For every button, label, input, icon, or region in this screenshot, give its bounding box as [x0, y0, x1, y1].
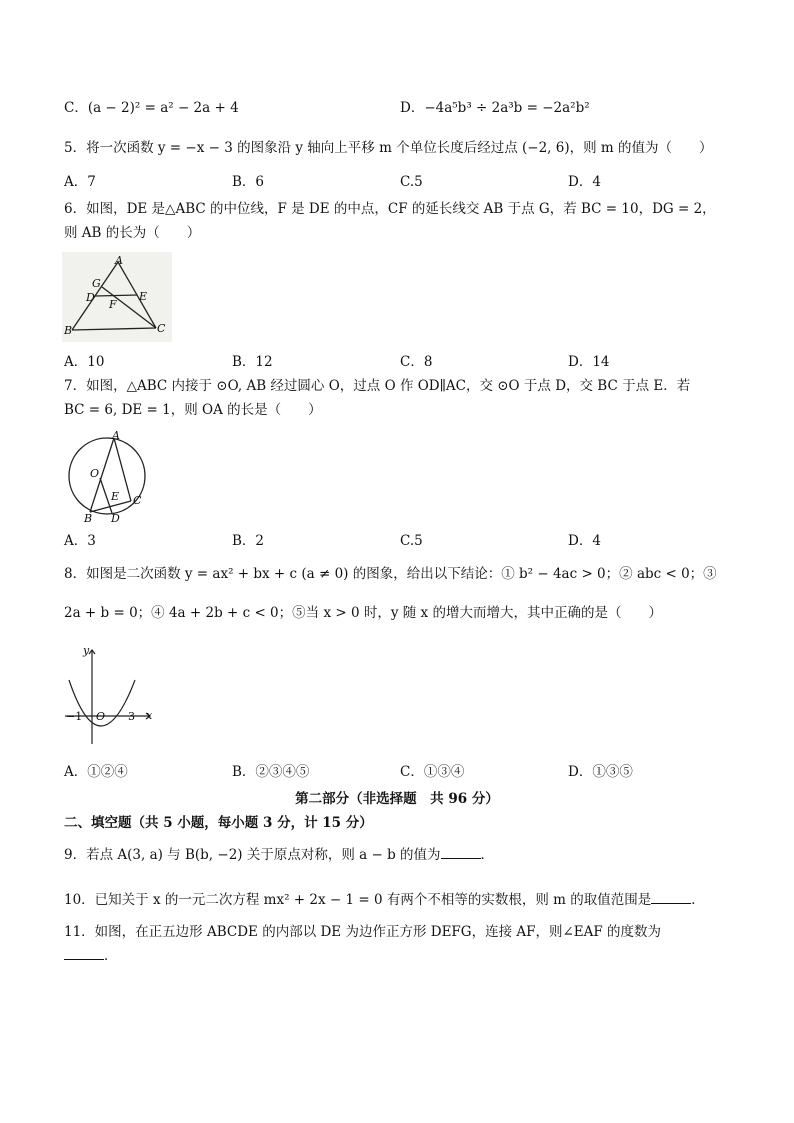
q7-option-d: D．4	[568, 533, 601, 549]
q9-answer-blank	[441, 846, 481, 859]
q8-line2: 2a + b = 0；④ 4a + 2b + c < 0；⑤当 x > 0 时，y 随 x 的增大而增大，其中正确的是（ ）	[64, 605, 662, 621]
q5-option-a: A．7	[64, 174, 96, 190]
q8-label-x: x	[146, 709, 153, 722]
q8-label-3: 3	[128, 710, 135, 723]
q10-answer-blank	[651, 891, 691, 904]
q8-options	[64, 762, 664, 782]
q5-option-d: D．4	[568, 174, 601, 190]
q4-option-d: D．−4a⁵b³ ÷ 2a³b = −2a²b²	[400, 100, 590, 116]
q8-parabola-figure	[62, 640, 162, 750]
q4-options	[64, 98, 664, 118]
q7-circle-figure	[62, 427, 154, 527]
q11-line2	[64, 946, 118, 966]
q9-line	[64, 845, 494, 865]
q6-line1: 6．如图，DE 是△ABC 的中位线，F 是 DE 的中点，CF 的延长线交 AB 于点 G，若 BC = 10，DG = 2，	[64, 201, 716, 217]
part2-title: 第二部分（非选择题 共 96 分）	[295, 791, 499, 807]
q7-label-o: O	[90, 467, 100, 480]
q4-option-c: C．(a − 2)² = a² − 2a + 4	[64, 100, 239, 116]
q7-label-c: C	[133, 494, 142, 507]
q8-option-c: C．①③④	[400, 764, 465, 780]
q6-label-e: E	[139, 290, 148, 303]
q7-option-a: A．3	[64, 533, 96, 549]
q6-line2: 则 AB 的长为（ ）	[64, 225, 201, 241]
q6-label-g: G	[92, 277, 101, 290]
q11-answer-blank	[64, 947, 104, 960]
q8-option-d: D．①③⑤	[568, 764, 633, 780]
q6-label-d: D	[86, 291, 95, 304]
q7-options	[64, 531, 664, 551]
q7-line1: 7．如图，△ABC 内接于 ⊙O, AB 经过圆心 O，过点 O 作 OD∥AC，交 ⊙O 于点 D，交 BC 于点 E．若	[64, 378, 691, 394]
q7-option-c: C.5	[400, 533, 423, 549]
q10-text: 10．已知关于 x 的一元二次方程 mx² + 2x − 1 = 0 有两个不相等的实数根，则 m 的取值范围是	[64, 892, 652, 908]
q6-label-a: A	[115, 254, 123, 267]
q8-option-a: A．①②④	[64, 764, 128, 780]
q7-option-b: B．2	[232, 533, 265, 549]
q8-label-y: y	[83, 644, 90, 657]
q6-option-a: A．10	[64, 354, 105, 370]
q6-option-d: D．14	[568, 354, 610, 370]
q8-label-neg1: −1	[66, 710, 83, 723]
q7-label-e: E	[111, 490, 120, 503]
q6-label-c: C	[157, 322, 166, 335]
q8-label-o: O	[96, 710, 106, 723]
q11-line1: 11．如图，在正五边形 ABCDE 的内部以 DE 为边作正方形 DEFG，连接 AF，则∠EAF 的度数为	[64, 924, 662, 940]
q7-line2: BC = 6, DE = 1，则 OA 的长是（ ）	[64, 402, 322, 418]
q11-end: ．	[104, 948, 118, 964]
section2-title: 二、填空题（共 5 小题，每小题 3 分，计 15 分）	[64, 815, 373, 831]
q8-option-b: B．②③④⑤	[232, 764, 310, 780]
q8-line1: 8．如图是二次函数 y = ax² + bx + c (a ≠ 0) 的图象，给出以下结论：① b² − 4ac > 0；② abc < 0；③	[64, 566, 717, 582]
q9-text: 9．若点 A(3, a) 与 B(b, −2) 关于原点对称，则 a − b 的值为	[64, 847, 441, 863]
q10-line	[64, 890, 705, 910]
q5-option-b: B．6	[232, 174, 265, 190]
q10-end: ．	[691, 892, 705, 908]
q5-option-c: C.5	[400, 174, 423, 190]
q6-option-b: B．12	[232, 354, 273, 370]
q5-text: 5．将一次函数 y = −x − 3 的图象沿 y 轴向上平移 m 个单位长度后经过点 (−2, 6)，则 m 的值为（ ）	[64, 140, 713, 156]
q5-options	[64, 172, 664, 192]
q9-end: ．	[480, 847, 495, 863]
q7-label-d: D	[111, 512, 120, 525]
q6-option-c: C．8	[400, 354, 433, 370]
q7-label-b: B	[84, 512, 93, 525]
q6-label-f: F	[109, 298, 117, 311]
q7-label-a: A	[112, 429, 120, 442]
q6-triangle-figure	[62, 252, 172, 342]
q6-options	[64, 352, 664, 372]
q6-label-b: B	[64, 324, 73, 337]
